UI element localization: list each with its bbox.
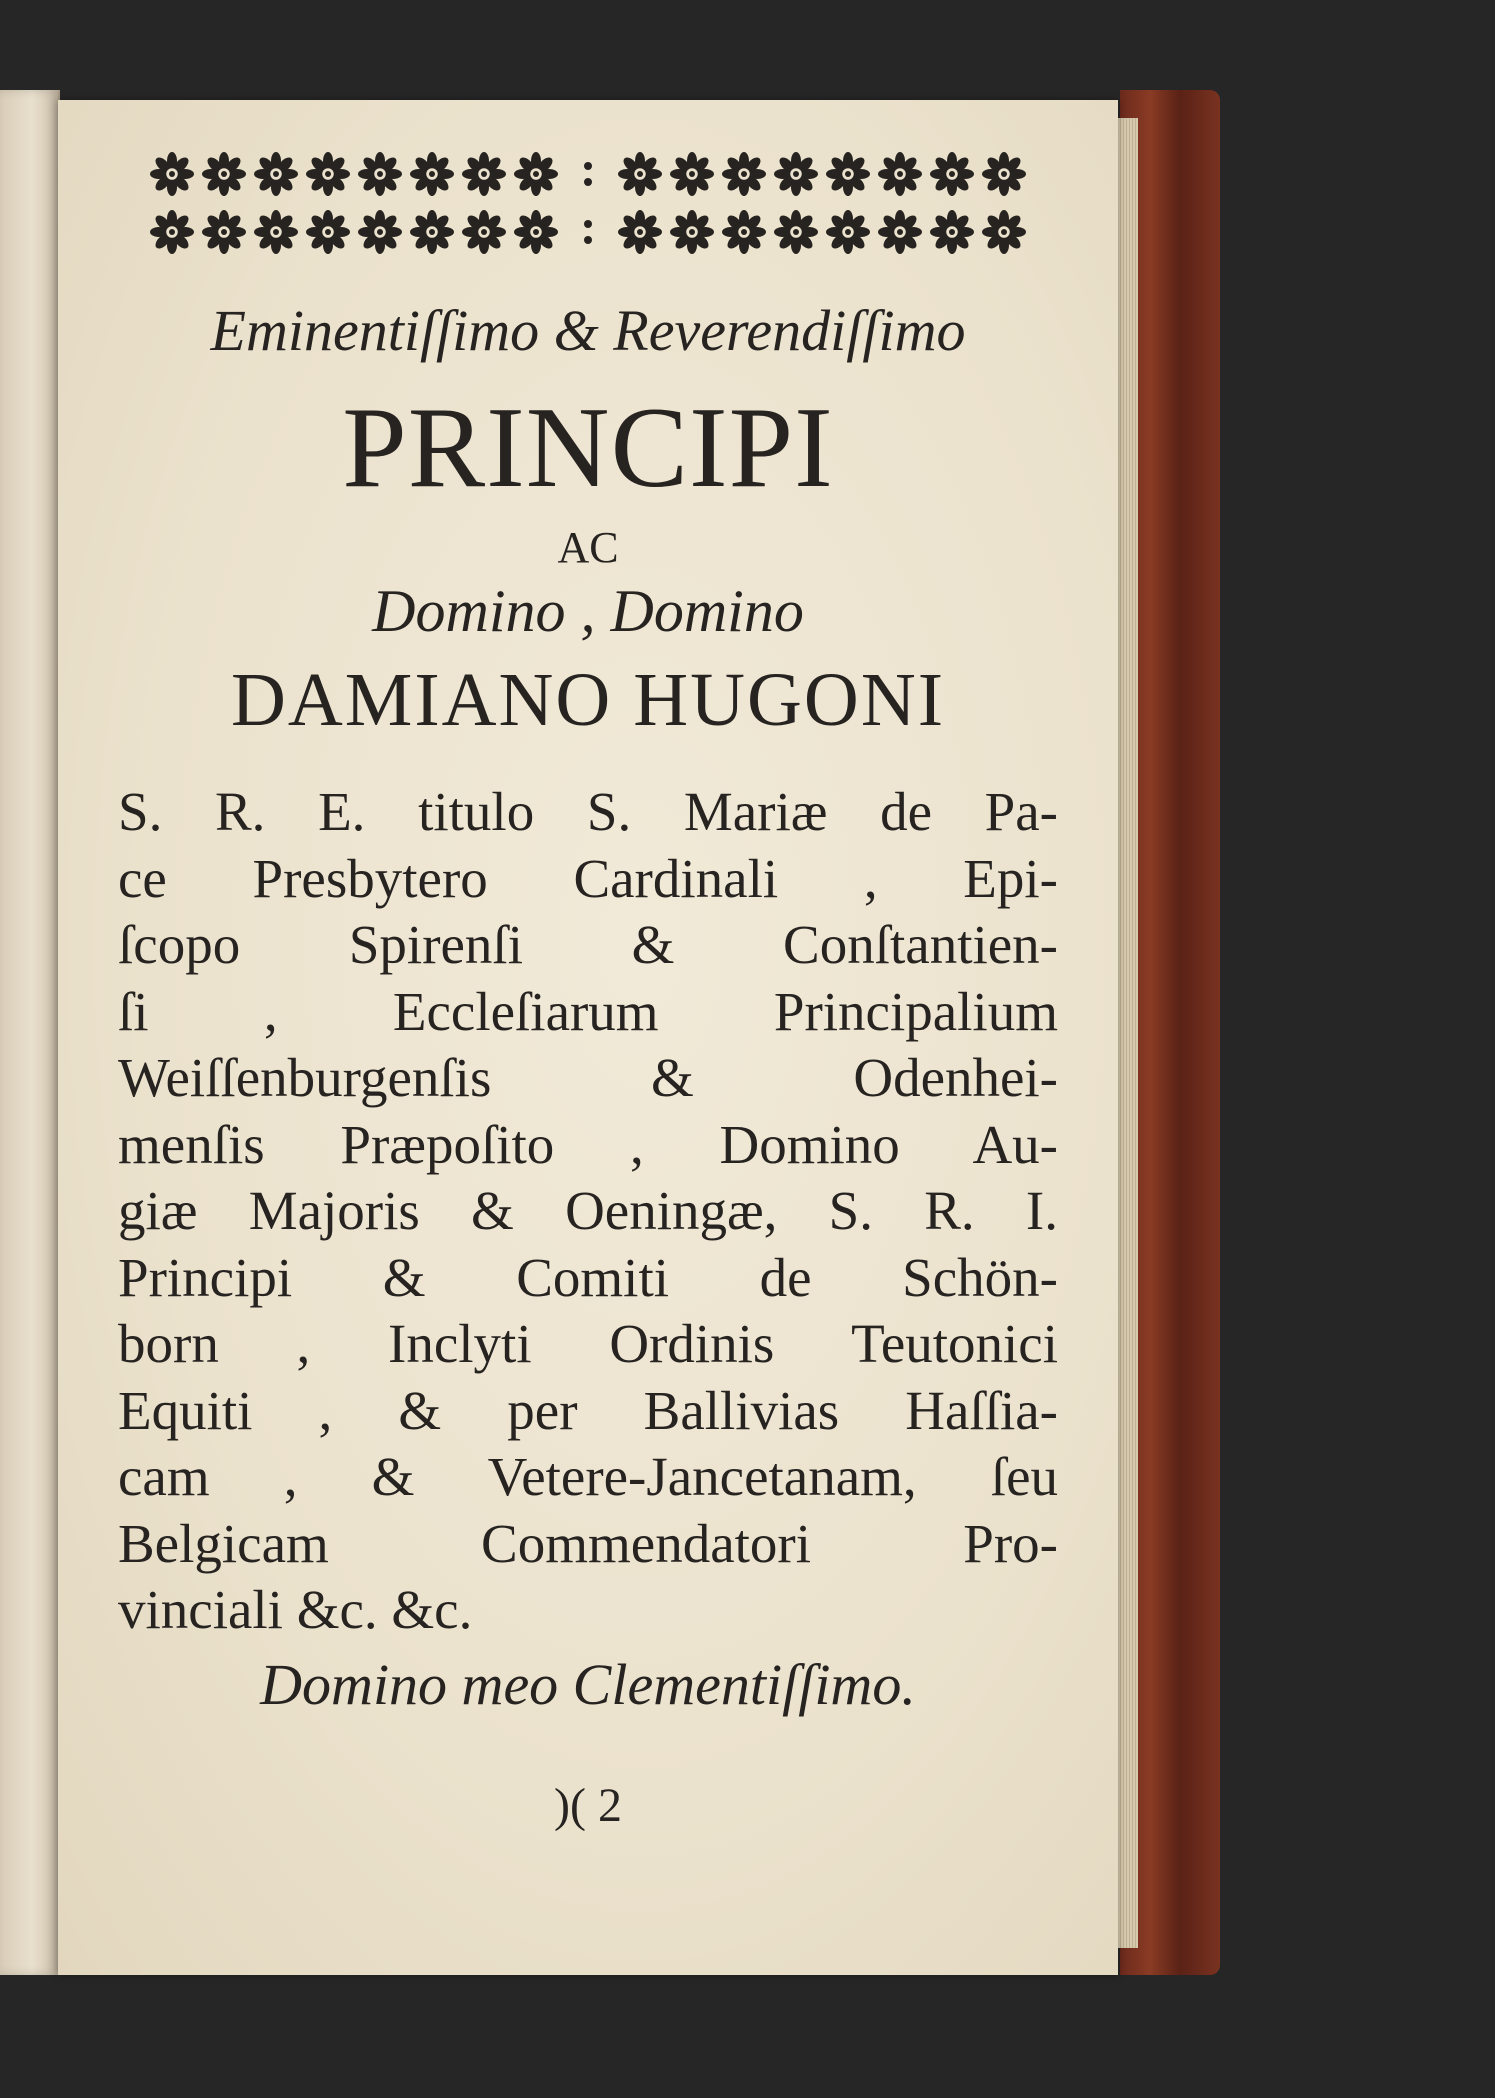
- body-line: giæ Majoris & Oeningæ, S. R. I.: [118, 1180, 1058, 1241]
- body-line: ce Presbytero Cardinali , Epi-: [118, 847, 1058, 909]
- colon-ornament-icon: [564, 208, 612, 256]
- rosette-ornament-icon: [148, 208, 196, 256]
- rosette-ornament-icon: [928, 150, 976, 198]
- rosette-ornament-icon: [980, 208, 1028, 256]
- dedication-heading: Eminentiſſimo & Reverendiſſimo: [210, 298, 966, 363]
- rosette-ornament-icon: [148, 150, 196, 198]
- body-line: ſi , Eccleſiarum Principalium: [118, 980, 1058, 1042]
- rosette-ornament-icon: [460, 208, 508, 256]
- rosette-ornament-icon: [304, 150, 352, 198]
- body-line: S. R. E. titulo S. Mariæ de Pa-: [118, 781, 1058, 842]
- rosette-ornament-icon: [512, 208, 560, 256]
- rosette-ornament-icon: [200, 150, 248, 198]
- ornament-row-top: [148, 150, 1028, 198]
- rosette-ornament-icon: [252, 208, 300, 256]
- rosette-ornament-icon: [252, 150, 300, 198]
- colon-ornament-icon: [564, 150, 612, 198]
- book-page: [58, 100, 1118, 1975]
- body-line: ſcopo Spirenſi & Conſtantien-: [118, 914, 1058, 975]
- body-line: cam , & Vetere-Jancetanam, ſeu: [118, 1446, 1058, 1507]
- dedication-body: [118, 779, 1058, 1644]
- rosette-ornament-icon: [772, 150, 820, 198]
- rosette-ornament-icon: [928, 208, 976, 256]
- rosette-ornament-icon: [616, 208, 664, 256]
- body-line: vinciali &c. &c.: [118, 1579, 473, 1640]
- rosette-ornament-icon: [408, 208, 456, 256]
- rosette-ornament-icon: [824, 150, 872, 198]
- closing-line: Domino meo Clementiſſimo.: [260, 1651, 916, 1717]
- domino-line: Domino , Domino: [372, 578, 804, 644]
- ornament-band: [148, 150, 1028, 256]
- body-line: menſis Præpoſito , Domino Au-: [118, 1113, 1058, 1175]
- rosette-ornament-icon: [408, 150, 456, 198]
- dedication-conjunction: AC: [557, 523, 619, 572]
- rosette-ornament-icon: [616, 150, 664, 198]
- body-line: Equiti , & per Ballivias Haſſia-: [118, 1379, 1058, 1441]
- rosette-ornament-icon: [200, 208, 248, 256]
- rosette-ornament-icon: [980, 150, 1028, 198]
- rosette-ornament-icon: [876, 150, 924, 198]
- rosette-ornament-icon: [356, 150, 404, 198]
- rosette-ornament-icon: [460, 150, 508, 198]
- rosette-ornament-icon: [304, 208, 352, 256]
- ornament-row-bottom: [148, 208, 1028, 256]
- rosette-ornament-icon: [876, 208, 924, 256]
- rosette-ornament-icon: [668, 150, 716, 198]
- body-line: Principi & Comiti de Schön-: [118, 1246, 1058, 1308]
- rosette-ornament-icon: [720, 150, 768, 198]
- body-line: Belgicam Commendatori Pro-: [118, 1512, 1058, 1574]
- body-line: Weiſſenburgenſis & Odenhei-: [118, 1047, 1058, 1108]
- body-line: born , Inclyti Ordinis Teutonici: [118, 1313, 1058, 1374]
- rosette-ornament-icon: [772, 208, 820, 256]
- signature-mark: )( 2: [554, 1778, 622, 1832]
- rosette-ornament-icon: [824, 208, 872, 256]
- dedication-content: [118, 150, 1058, 1836]
- dedication-title: PRINCIPI: [342, 384, 834, 512]
- rosette-ornament-icon: [512, 150, 560, 198]
- dedicatee-name: DAMIANO HUGONI: [230, 658, 946, 742]
- left-page-edge: [0, 90, 60, 1975]
- rosette-ornament-icon: [356, 208, 404, 256]
- rosette-ornament-icon: [668, 208, 716, 256]
- rosette-ornament-icon: [720, 208, 768, 256]
